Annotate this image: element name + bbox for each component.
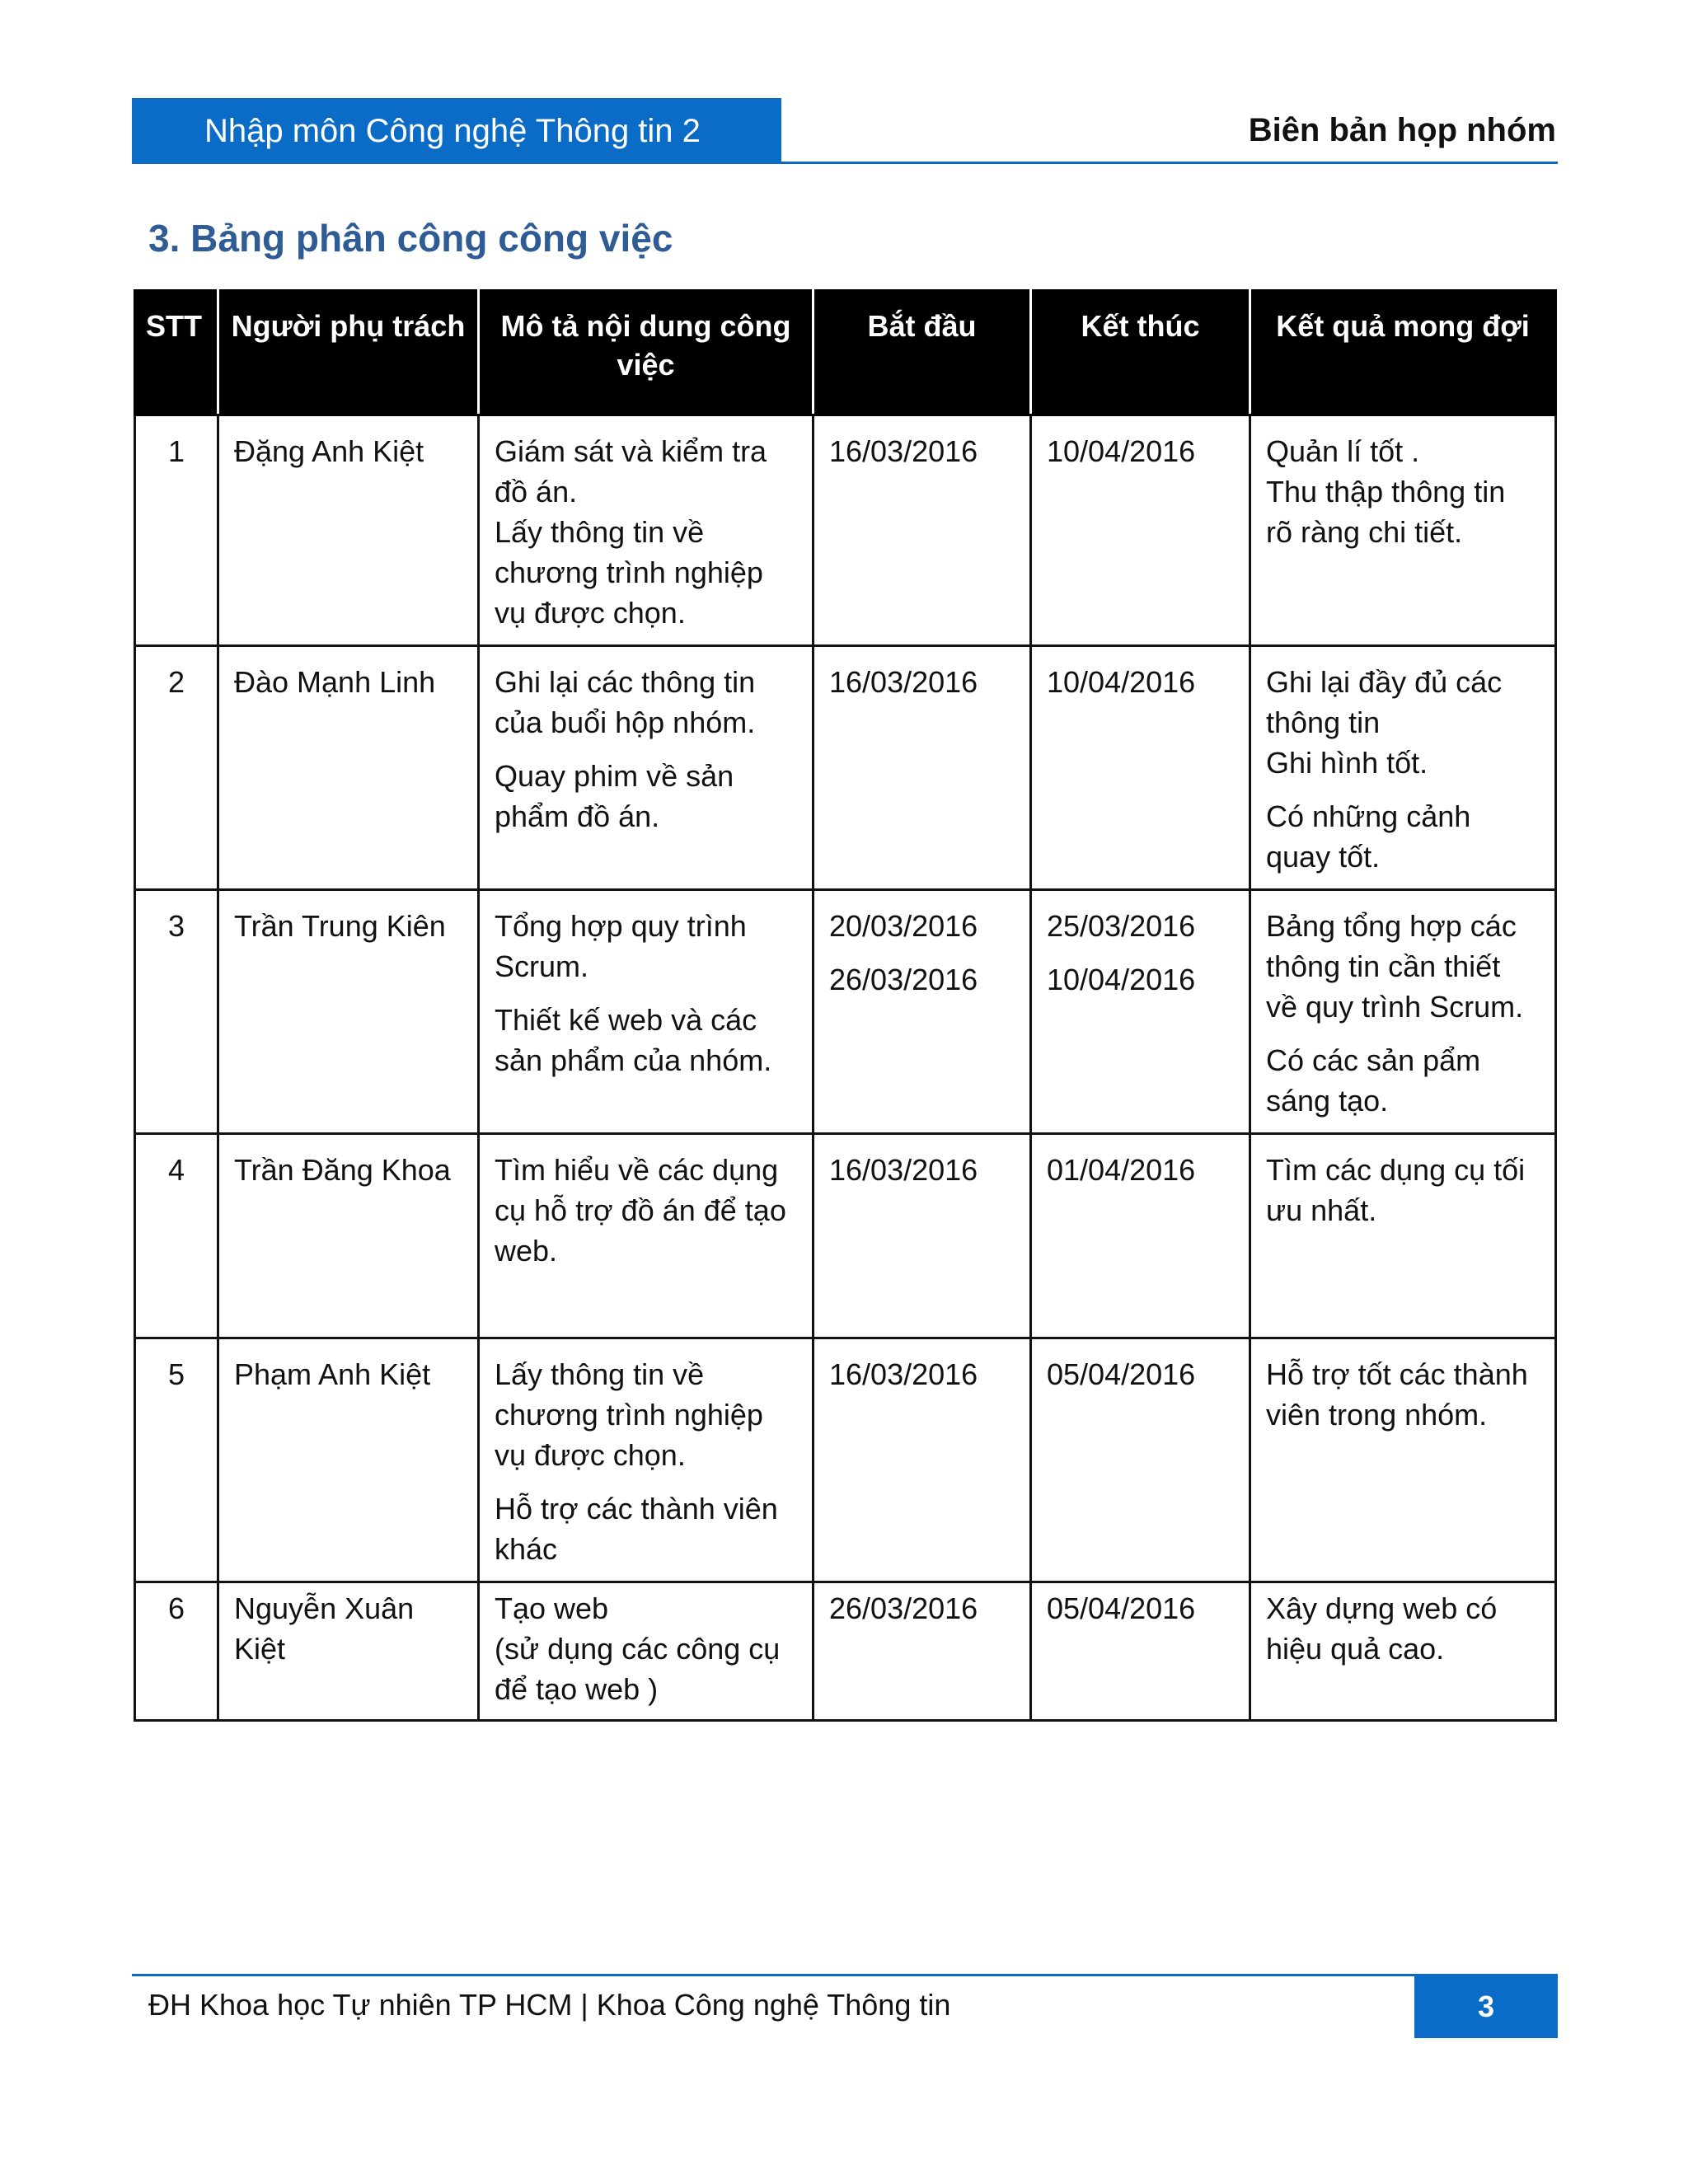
cell-expected-result: Bảng tổng hợp các thông tin cần thiết về quy trình Scrum. Có các sản pẩm sáng tạo.: [1250, 890, 1556, 1134]
cell-description: Tạo web (sử dụng các công cụ để tạo web ): [479, 1582, 814, 1721]
footer-institution: ĐH Khoa học Tự nhiên TP HCM | Khoa Công nghệ Thông tin: [148, 1988, 951, 2022]
cell-end: 10/04/2016: [1031, 646, 1250, 890]
footer-divider: [132, 1974, 1558, 1976]
cell-start: 20/03/2016 26/03/2016: [814, 890, 1031, 1134]
cell-end: 05/04/2016: [1031, 1338, 1250, 1582]
cell-expected-result: Quản lí tốt . Thu thập thông tin rõ ràng chi tiết.: [1250, 415, 1556, 646]
table-header-row: [135, 291, 1556, 415]
table-row: [135, 890, 1556, 1134]
header-description: Mô tả nội dung công việc: [479, 291, 814, 415]
cell-end: 10/04/2016: [1031, 415, 1250, 646]
cell-start: 16/03/2016: [814, 646, 1031, 890]
cell-description: Tổng hợp quy trình Scrum. Thiết kế web và các sản phẩm của nhóm.: [479, 890, 814, 1134]
header-start: Bắt đầu: [814, 291, 1031, 415]
cell-description: Lấy thông tin về chương trình nghiệp vụ được chọn. Hỗ trợ các thành viên khác: [479, 1338, 814, 1582]
header-stt: STT: [135, 291, 218, 415]
header-title-band: [132, 98, 781, 162]
cell-person: Đặng Anh Kiệt: [218, 415, 479, 646]
cell-expected-result: Ghi lại đầy đủ các thông tin Ghi hình tốt. Có những cảnh quay tốt.: [1250, 646, 1556, 890]
table-row: [135, 1134, 1556, 1338]
cell-stt: 5: [135, 1338, 218, 1582]
cell-end: 01/04/2016: [1031, 1134, 1250, 1338]
cell-person: Trần Đăng Khoa: [218, 1134, 479, 1338]
table-row: [135, 1582, 1556, 1721]
cell-start: 26/03/2016: [814, 1582, 1031, 1721]
task-assignment-table: [134, 289, 1557, 1722]
cell-stt: 1: [135, 415, 218, 646]
table-row: [135, 1338, 1556, 1582]
course-title: Nhập môn Công nghệ Thông tin 2: [204, 113, 701, 149]
header-person: Người phụ trách: [218, 291, 479, 415]
header-divider: [132, 162, 1558, 164]
cell-stt: 6: [135, 1582, 218, 1721]
cell-description: Giám sát và kiểm tra đồ án. Lấy thông tin về chương trình nghiệp vụ được chọn.: [479, 415, 814, 646]
cell-person: Phạm Anh Kiệt: [218, 1338, 479, 1582]
section-title: 3. Bảng phân công công việc: [148, 217, 673, 260]
header-end: Kết thúc: [1031, 291, 1250, 415]
cell-person: Trần Trung Kiên: [218, 890, 479, 1134]
page-number: 3: [1477, 1990, 1495, 2023]
cell-expected-result: Xây dựng web có hiệu quả cao.: [1250, 1582, 1556, 1721]
table-row: [135, 415, 1556, 646]
cell-start: 16/03/2016: [814, 415, 1031, 646]
cell-description: Tìm hiểu về các dụng cụ hỗ trợ đồ án để tạo web.: [479, 1134, 814, 1338]
cell-end: 25/03/2016 10/04/2016: [1031, 890, 1250, 1134]
document-title: Biên bản họp nhóm: [1248, 112, 1556, 148]
cell-expected-result: Hỗ trợ tốt các thành viên trong nhóm.: [1250, 1338, 1556, 1582]
cell-person: Nguyễn Xuân Kiệt: [218, 1582, 479, 1721]
cell-start: 16/03/2016: [814, 1338, 1031, 1582]
cell-stt: 4: [135, 1134, 218, 1338]
table-row: [135, 646, 1556, 890]
cell-stt: 3: [135, 890, 218, 1134]
cell-stt: 2: [135, 646, 218, 890]
cell-start: 16/03/2016: [814, 1134, 1031, 1338]
header-expected-result: Kết quả mong đợi: [1250, 291, 1556, 415]
page-number-box: [1414, 1976, 1558, 2038]
cell-end: 05/04/2016: [1031, 1582, 1250, 1721]
cell-description: Ghi lại các thông tin của buổi hộp nhóm. Quay phim về sản phẩm đồ án.: [479, 646, 814, 890]
cell-person: Đào Mạnh Linh: [218, 646, 479, 890]
cell-expected-result: Tìm các dụng cụ tối ưu nhất.: [1250, 1134, 1556, 1338]
